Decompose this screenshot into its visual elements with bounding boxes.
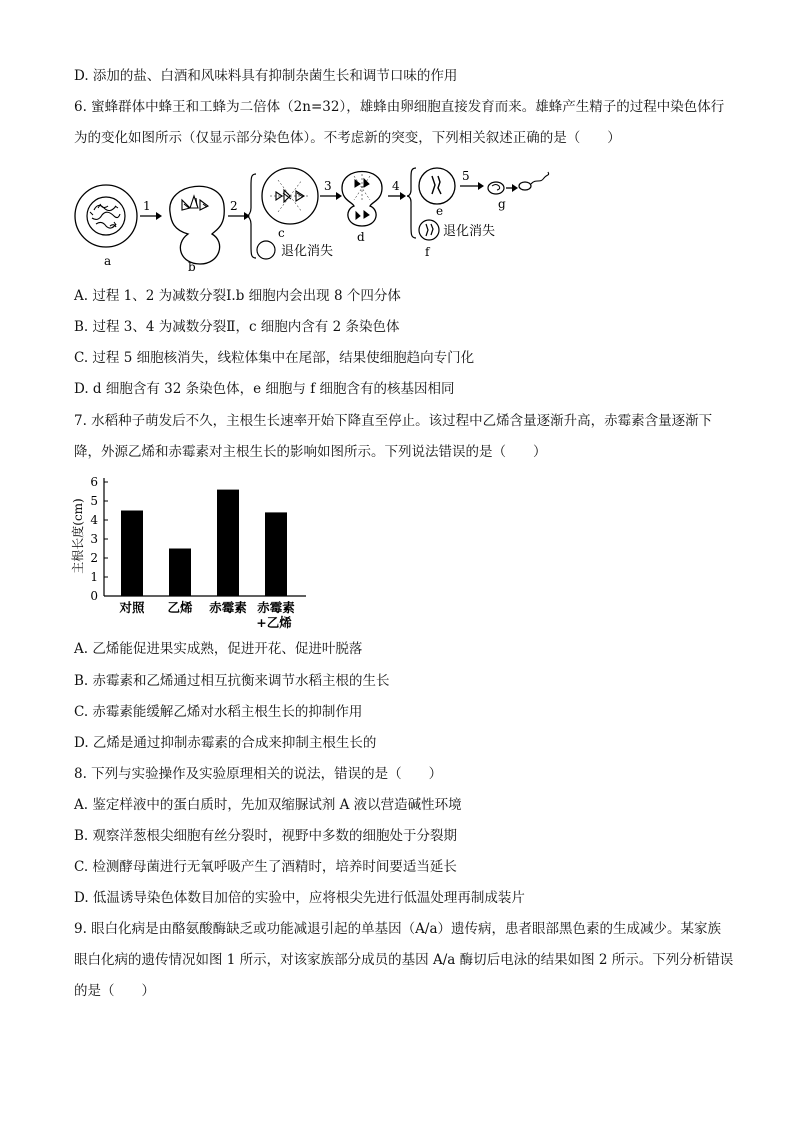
cell-c-label: c [278,226,285,240]
degenerate-cell-1 [257,241,275,259]
cell-e-label: e [436,204,444,218]
q6-option-a: A. 过程 1、2 为减数分裂Ⅰ.b 细胞内会出现 8 个四分体 [74,288,401,304]
cell-f-label: f [425,245,430,259]
cell-e [419,168,455,204]
chart-y-tick-label: 5 [90,494,98,508]
chart-x-tick-label: 赤霉素 [257,600,295,615]
chart-y-tick-label: 2 [90,551,98,565]
q8-option-b: B. 观察洋葱根尖细胞有丝分裂时，视野中多数的细胞处于分裂期 [74,828,458,844]
step-5-label: 5 [462,169,470,183]
chart-ylabel: 主根长度(cm) [71,498,85,574]
degenerate-label-2: 退化消失 [443,224,496,239]
cell-b-label: b [188,260,196,274]
sperm-g [519,172,549,190]
q7-option-d: D. 乙烯是通过抑制赤霉素的合成来抑制主根生长的 [74,735,377,751]
q8-option-d: D. 低温诱导染色体数目加倍的实验中，应将根尖先进行低温处理再制成装片 [74,890,525,906]
chart-bar [265,512,287,596]
q6-meiosis-figure [70,164,550,282]
chart-bar [169,549,191,597]
q8-option-c: C. 检测酵母菌进行无氧呼吸产生了酒精时，培养时间要适当延长 [74,859,457,875]
step-2-label: 2 [230,199,238,213]
q6-stem: 6. 蜜蜂群体中蜂王和工蜂为二倍体（2n=32），雄蜂由卵细胞直接发育而来。雄蜂产生精子的过程中染色体行为的变化如图所示（仅显示部分染色体）。不考虑新的突变，下列相关叙述正确的是（ ） [74,99,725,146]
q7-stem: 7. 水稻种子萌发后不久，主根生长速率开始下降直至停止。该过程中乙烯含量逐渐升高，赤霉素含量逐渐下降，外源乙烯和赤霉素对主根生长的影响如图所示。下列说法错误的是（ ） [74,413,713,460]
chart-y-tick-label: 4 [90,513,98,527]
chart-bar [217,490,239,596]
q7-option-b: B. 赤霉素和乙烯通过相互抗衡来调节水稻主根的生长 [74,673,390,689]
cell-a [75,185,137,247]
chart-y-tick-label: 3 [90,532,98,546]
step-1-label: 1 [143,199,151,213]
cell-b [170,186,224,264]
q5-option-d: D. 添加的盐、白酒和风味料具有抑制杂菌生长和调节口味的作用 [74,68,458,84]
q6-option-d: D. d 细胞含有 32 条染色体，e 细胞与 f 细胞含有的核基因相同 [74,381,455,397]
q6-option-b: B. 过程 3、4 为减数分裂Ⅱ，c 细胞内含有 2 条染色体 [74,319,400,335]
cell-a-label: a [104,254,112,268]
q7-option-c: C. 赤霉素能缓解乙烯对水稻主根生长的抑制作用 [74,704,363,720]
q6-option-c: C. 过程 5 细胞核消失，线粒体集中在尾部，结果使细胞趋向专门化 [74,350,475,366]
q8-option-a: A. 鉴定样液中的蛋白质时，先加双缩脲试剂 A 液以营造碱性环境 [74,797,462,813]
chart-x-tick-label: 赤霉素 [209,600,247,615]
chart-y-tick-label: 1 [90,570,98,584]
q7-option-a: A. 乙烯能促进果实成熟，促进开花、促进叶脱落 [74,641,363,657]
chart-y-tick-label: 6 [90,475,98,489]
chart-x-tick-label: 对照 [119,600,145,615]
cell-f [419,220,439,240]
chart-y-tick-label: 0 [90,589,98,603]
cell-d-label: d [357,230,365,244]
chart-bar [121,511,143,597]
cell-d [342,172,382,227]
degenerate-label-1: 退化消失 [281,244,334,259]
q7-bar-chart [66,466,316,634]
chart-x-tick-label: +乙烯 [256,615,292,630]
step-3-label: 3 [324,179,332,193]
q9-stem: 9. 眼白化病是由酪氨酸酶缺乏或功能减退引起的单基因（A/a）遗传病，患者眼部黑色素的生成减少。某家族眼白化病的遗传情况如图 1 所示，对该家族部分成员的基因 A/a 酶切后电泳的结果如图 2 所示。下列分析错误的是（ ） [74,921,734,999]
cell-c [262,168,318,224]
spermatid [488,182,504,194]
chart-x-tick-label: 乙烯 [167,600,193,615]
step-4-label: 4 [392,179,400,193]
q8-stem: 8. 下列与实验操作及实验原理相关的说法，错误的是（ ） [74,766,443,782]
cell-g-label: g [498,197,506,211]
